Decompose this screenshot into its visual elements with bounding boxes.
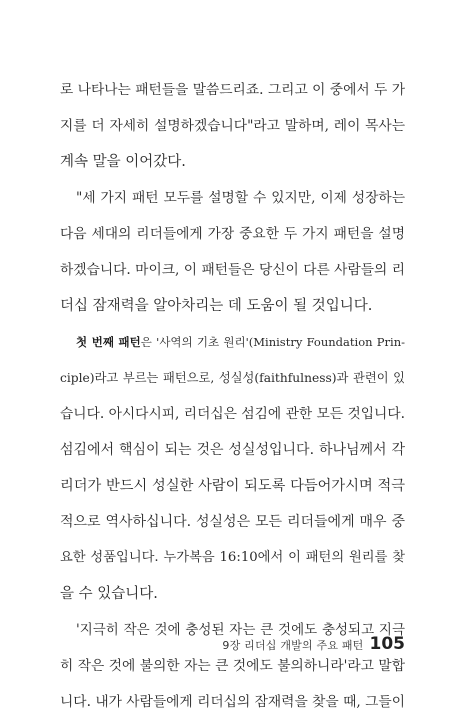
text-line: 더십 잠재력을 알아차리는 데 도움이 될 것입니다. [60, 298, 373, 314]
text-line: 리더가 반드시 성실한 사람이 되도록 다듬어가시며 적극 [60, 478, 405, 494]
text-line: "세 가지 패턴 모두를 설명할 수 있지만, 이제 성장하는 [76, 190, 405, 206]
text-line: 을 수 있습니다. [60, 586, 158, 602]
text-line: 하겠습니다. 마이크, 이 패턴들은 당신이 다른 사람들의 리 [60, 262, 405, 278]
text-line: 지를 더 자세히 설명하겠습니다"라고 말하며, 레이 목사는 [60, 118, 405, 134]
text-line: ciple)라고 부르는 패턴으로, 성실성(faithfulness)과 관련이 있 [60, 371, 405, 385]
text-line [60, 324, 405, 360]
page-number: 105 [369, 634, 405, 654]
text-line: 히 작은 것에 불의한 자는 큰 것에도 불의하니라'라고 말합 [60, 658, 405, 674]
text-line: 다음 세대의 리더들에게 가장 중요한 두 가지 패턴을 설명 [60, 226, 405, 242]
page-footer [222, 634, 405, 654]
text-line: 니다. 내가 사람들에게 리더십의 잠재력을 찾을 때, 그들이 [60, 694, 405, 710]
text-line: 섬김에서 핵심이 되는 것은 성실성입니다. 하나님께서 각 [60, 442, 405, 458]
emphasis-rest: 은 '사역의 기초 원리'(Ministry Foundation Prin- [140, 335, 405, 349]
emphasis-bold: 첫 번째 패턴 [76, 335, 141, 349]
body-text [60, 72, 405, 720]
text-line: 계속 말을 이어갔다. [60, 154, 186, 170]
text-line: 적으로 역사하십니다. 성실성은 모든 리더들에게 매우 중 [60, 514, 405, 530]
text-line: 습니다. 아시다시피, 리더십은 섬김에 관한 모든 것입니다. [60, 406, 405, 422]
text-line: '지극히 작은 것에 충성된 자는 큰 것에도 충성되고 지극 [76, 622, 405, 638]
text-line: 로 나타나는 패턴들을 말씀드리죠. 그리고 이 중에서 두 가 [60, 82, 405, 98]
text-line: 요한 성품입니다. 누가복음 16:10에서 이 패턴의 원리를 찾 [60, 550, 405, 565]
chapter-label: 9장 리더십 개발의 주요 패턴 [222, 639, 364, 652]
